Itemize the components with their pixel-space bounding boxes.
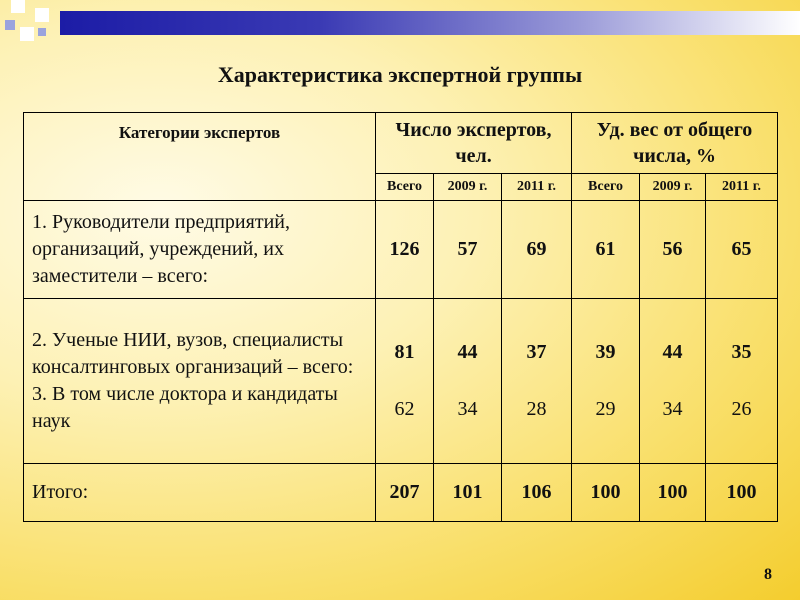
slide-number: 8 bbox=[764, 566, 772, 583]
header-category: Категории экспертов bbox=[24, 113, 376, 201]
table-row-total bbox=[24, 463, 778, 521]
table-cell bbox=[572, 299, 640, 463]
value-sub: 29 bbox=[595, 398, 616, 421]
table-cell bbox=[376, 299, 434, 463]
subheader-cell: 2009 г. bbox=[640, 174, 706, 201]
table-cell: 100 bbox=[640, 463, 706, 521]
table-cell: 101 bbox=[434, 463, 502, 521]
deco-square bbox=[20, 27, 34, 41]
value-main: 39 bbox=[595, 341, 616, 364]
table-cell bbox=[706, 299, 778, 463]
table-cell bbox=[502, 299, 572, 463]
deco-square bbox=[11, 0, 25, 13]
table-cell: 69 bbox=[502, 201, 572, 299]
row-category: Итого: bbox=[24, 463, 376, 521]
subheader-cell: 2011 г. bbox=[706, 174, 778, 201]
table-cell: 106 bbox=[502, 463, 572, 521]
row-category bbox=[24, 299, 376, 463]
table-row bbox=[24, 299, 778, 463]
subheader-cell: 2009 г. bbox=[434, 174, 502, 201]
table-cell: 65 bbox=[706, 201, 778, 299]
table-header-row bbox=[24, 113, 778, 174]
value-sub: 34 bbox=[662, 398, 683, 421]
deco-square bbox=[35, 8, 49, 22]
deco-square bbox=[38, 28, 46, 36]
table-row bbox=[24, 201, 778, 299]
table-cell: 100 bbox=[706, 463, 778, 521]
value-main: 35 bbox=[731, 341, 752, 364]
value-main: 44 bbox=[457, 341, 478, 364]
table-cell: 57 bbox=[434, 201, 502, 299]
value-sub: 34 bbox=[457, 398, 478, 421]
value-main: 44 bbox=[662, 341, 683, 364]
table-cell bbox=[640, 299, 706, 463]
value-main: 37 bbox=[526, 341, 547, 364]
expert-table bbox=[23, 112, 778, 522]
row-category-main: 2. Ученые НИИ, вузов, специалисты консалтинговых организаций – всего: bbox=[32, 329, 354, 379]
table-cell: 207 bbox=[376, 463, 434, 521]
subheader-cell: Всего bbox=[572, 174, 640, 201]
value-sub: 62 bbox=[394, 398, 415, 421]
table-cell: 61 bbox=[572, 201, 640, 299]
header-expert-count: Число экспертов, чел. bbox=[376, 113, 572, 174]
value-sub: 26 bbox=[731, 398, 752, 421]
slide-title: Характеристика экспертной группы bbox=[217, 62, 583, 87]
deco-square bbox=[5, 20, 15, 30]
table-cell: 56 bbox=[640, 201, 706, 299]
subheader-cell: Всего bbox=[376, 174, 434, 201]
value-main: 81 bbox=[394, 341, 415, 364]
table-cell: 126 bbox=[376, 201, 434, 299]
value-sub: 28 bbox=[526, 398, 547, 421]
top-banner bbox=[60, 11, 800, 35]
row-category-sub: 3. В том числе доктора и кандидаты наук bbox=[32, 383, 338, 433]
table-cell bbox=[434, 299, 502, 463]
header-share: Уд. вес от общего числа, % bbox=[572, 113, 778, 174]
subheader-cell: 2011 г. bbox=[502, 174, 572, 201]
table-cell: 100 bbox=[572, 463, 640, 521]
row-category: 1. Руководители предприятий, организаций, учреждений, их заместители – всего: bbox=[24, 201, 376, 299]
